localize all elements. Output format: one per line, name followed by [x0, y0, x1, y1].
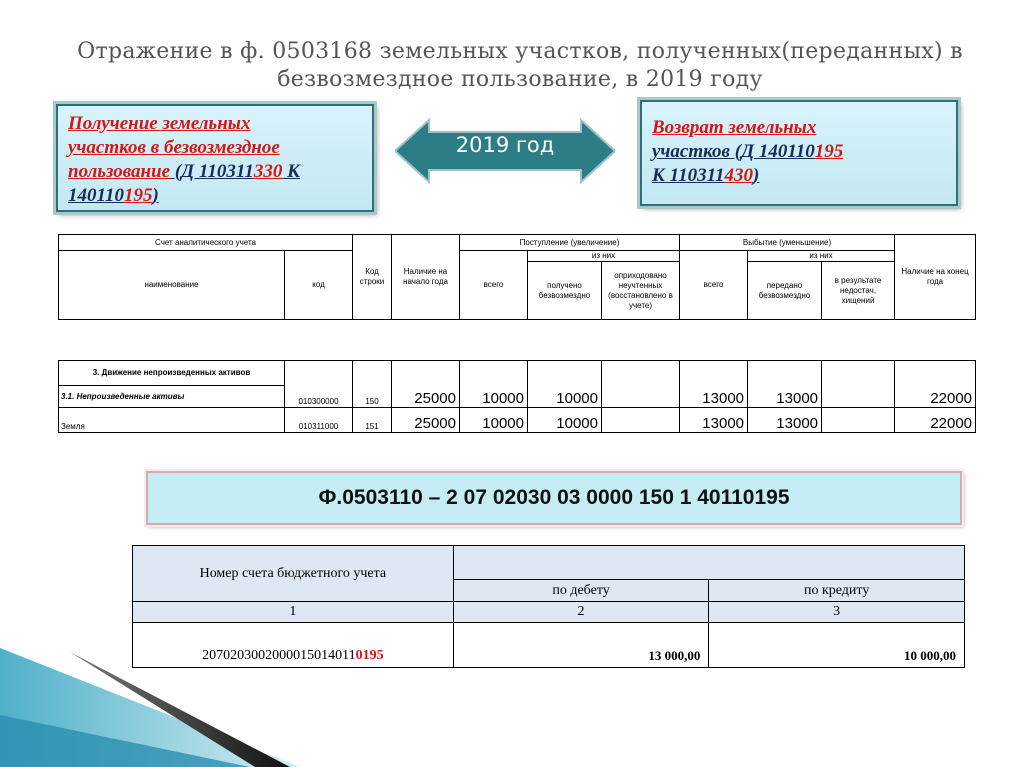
receipt-credit-prefix: 140110 — [68, 185, 124, 206]
receipt-debit-suffix: 330 — [253, 161, 283, 182]
return-box — [640, 100, 958, 206]
spacer-row — [59, 320, 976, 361]
ledger-col-1: 1 — [133, 602, 454, 623]
row-2-name: Земля — [59, 408, 285, 433]
row-2-out-shortage — [822, 408, 895, 433]
row-1-out-shortage — [822, 361, 895, 408]
header-in-unrecorded: оприходовано неучтенных (восстановлено в учете) — [602, 262, 680, 320]
header-in: Поступление (увеличение) — [460, 235, 680, 251]
return-line-1: Возврат земельных — [652, 117, 817, 138]
title-line-1: Отражение в ф. 0503168 земельных участков, полученных(переданных) в — [77, 39, 963, 64]
ledger-account-red: 0195 — [355, 648, 384, 663]
receipt-credit-suffix: 195 — [123, 185, 153, 206]
header-end: Наличие на конец года — [895, 235, 976, 320]
header-out: Выбытие (уменьшение) — [680, 235, 895, 251]
row-1-line: 150 — [353, 361, 392, 408]
row-2-in-free: 10000 — [528, 408, 602, 433]
row-1-out-free: 13000 — [748, 361, 822, 408]
row-1-end: 22000 — [895, 361, 976, 408]
receipt-line-2: участков в безвозмездное — [68, 137, 280, 158]
ledger-header-account: Номер счета бюджетного учета — [133, 546, 454, 602]
row-2-in-unrecorded — [602, 408, 680, 433]
ledger-header-credit: по кредиту — [709, 580, 965, 602]
row-2-line: 151 — [353, 408, 392, 433]
title-line-2: безвозмездное пользование, в 2019 году — [277, 67, 763, 92]
return-close-paren: ) — [753, 165, 760, 186]
year-label: 2019 год — [455, 133, 555, 157]
header-out-of-which: из них — [748, 251, 895, 262]
header-code: код — [285, 251, 353, 320]
row-2-in-total: 10000 — [460, 408, 528, 433]
row-2-end: 22000 — [895, 408, 976, 433]
header-row-code: Код строки — [353, 235, 392, 320]
row-1-in-free: 10000 — [528, 361, 602, 408]
row-2-code: 010311000 — [285, 408, 353, 433]
ledger-account-main: 2070203002000015014011 — [202, 648, 356, 663]
header-in-free: получено безвозмездно — [528, 262, 602, 320]
return-debit-suffix: 195 — [814, 141, 844, 162]
ledger-debit-amount: 13 000,00 — [453, 623, 709, 668]
row-2-out-free: 13000 — [748, 408, 822, 433]
return-debit: участков (Д 140110 — [652, 141, 815, 162]
receipt-line-3: пользование — [68, 161, 171, 182]
header-start: Наличие на начало года — [392, 235, 460, 320]
row-1-out-total: 13000 — [680, 361, 748, 408]
row-2-start: 25000 — [392, 408, 460, 433]
header-in-of-which: из них — [528, 251, 680, 262]
ledger-header-debit: по дебету — [453, 580, 709, 602]
row-2-out-total: 13000 — [680, 408, 748, 433]
receipt-line-1: Получение земельных — [68, 113, 251, 134]
row-1-in-total: 10000 — [460, 361, 528, 408]
ledger-col-2: 2 — [453, 602, 709, 623]
budget-classification-formula: Ф.0503110 – 2 07 02030 03 0000 150 1 40110195 — [146, 471, 962, 525]
ledger-col-3: 3 — [709, 602, 965, 623]
return-credit: К 110311 — [652, 165, 725, 186]
row-1-start: 25000 — [392, 361, 460, 408]
page-title — [60, 38, 980, 94]
decorative-corner-swoosh — [0, 620, 1024, 767]
form-0503168-table — [58, 234, 976, 433]
receipt-debit-prefix: (Д 110311 — [170, 161, 254, 182]
receipt-box — [56, 104, 374, 212]
header-out-free: передано безвозмездно — [748, 262, 822, 320]
header-name: наименование — [59, 251, 285, 320]
receipt-credit-label: К — [282, 161, 300, 182]
header-out-total: всего — [680, 251, 748, 320]
header-account: Счет аналитического учета — [59, 235, 353, 251]
row-1-name: 3.1. Непроизведенные активы — [59, 386, 285, 408]
ledger-credit-amount: 10 000,00 — [709, 623, 965, 668]
return-credit-suffix: 430 — [724, 165, 754, 186]
row-1-in-unrecorded — [602, 361, 680, 408]
ledger-header-blank — [453, 546, 964, 580]
section-title: 3. Движение непроизведенных активов — [59, 361, 285, 386]
receipt-close-paren: ) — [152, 185, 159, 206]
header-in-total: всего — [460, 251, 528, 320]
header-out-shortage: в результате недостач, хищений — [822, 262, 895, 320]
row-1-code: 010300000 — [285, 361, 353, 408]
